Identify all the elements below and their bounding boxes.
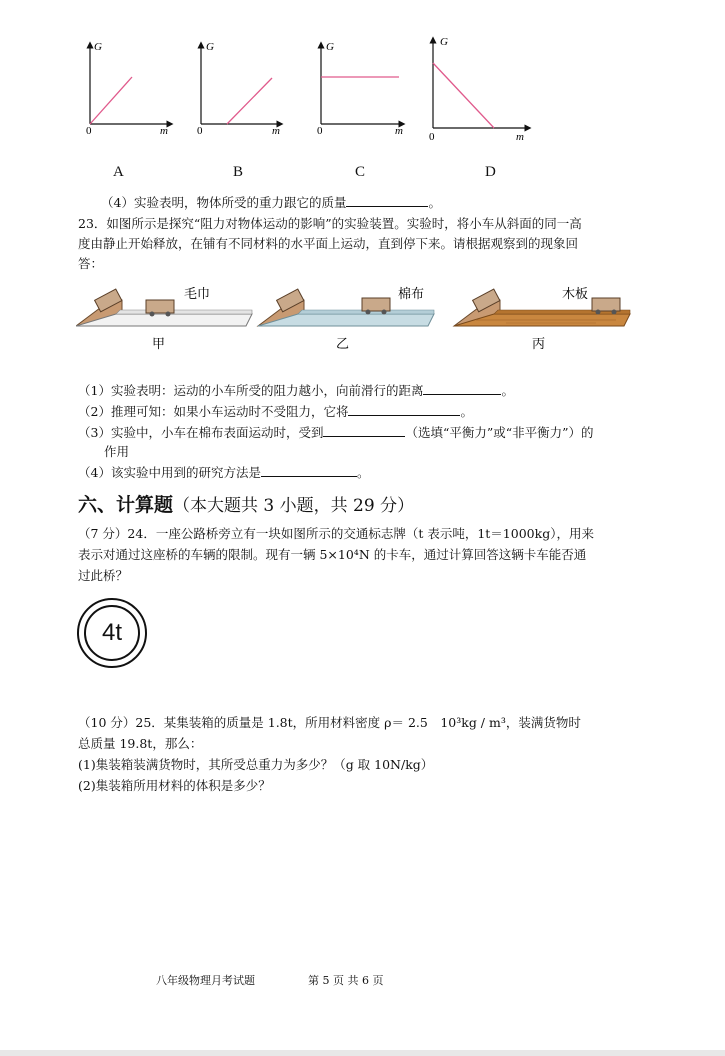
graph-d-origin: 0 (429, 131, 435, 143)
section-heading (78, 490, 414, 517)
q24-line1: （7 分）24．一座公路桥旁立有一块如图所示的交通标志牌（t 表示吨，1t＝1000kg），用来 (78, 526, 594, 541)
graph-c-origin: 0 (317, 125, 323, 137)
q23-sub2-end: 。 (460, 404, 473, 419)
q23-sub4 (78, 463, 369, 483)
q23-sub2-text: （2）推理可知：如果小车运动时不受阻力，它将 (78, 404, 349, 419)
graph-d (429, 36, 528, 143)
graph-b-line (227, 78, 272, 124)
graph-c (317, 41, 403, 137)
traffic-sign-inner (84, 605, 140, 661)
surface-wood (454, 286, 630, 326)
traffic-sign-text: 4t (101, 619, 122, 646)
q23-sub3-line2: 作用 (104, 444, 130, 459)
traffic-sign (77, 598, 147, 668)
label-yi: 乙 (336, 337, 350, 352)
section-subtitle: （本大题共 3 小题，共 29 分） (173, 496, 415, 516)
graph-letter-d: D (485, 164, 496, 180)
material-cotton: 棉布 (398, 287, 425, 302)
graph-d-xlabel: m (516, 131, 524, 143)
graph-d-ylabel: G (440, 36, 448, 48)
q23-sub1 (78, 381, 514, 401)
graph-a-xlabel: m (160, 125, 168, 137)
q23-line1: 23．如图所示是探究“阻力对物体运动的影响”的实验装置。实验时，将小车从斜面的同一高 (78, 216, 582, 231)
q22-sub4 (101, 193, 441, 213)
graph-b-ylabel: G (206, 41, 214, 53)
graph-b-origin: 0 (197, 125, 203, 137)
graph-letter-a: A (113, 164, 124, 180)
q23-line3: 答： (78, 256, 104, 271)
footer-exam-title: 八年级物理月考试题 (156, 974, 255, 987)
graph-a (86, 41, 170, 137)
graph-a-origin: 0 (86, 125, 92, 137)
experiment-setup-figure (76, 282, 632, 354)
q23-sub3-blank[interactable] (323, 423, 405, 437)
graph-b-xlabel: m (272, 125, 280, 137)
footer-page-number: 第 5 页 共 6 页 (308, 974, 384, 987)
q23-sub4-end: 。 (356, 465, 370, 480)
q25-line1: （10 分）25．某集装箱的质量是 1.8t，所用材料密度 ρ＝ 2.5 10³kg / m³，装满货物时 (78, 715, 581, 730)
q22-sub4-text: （4）实验表明，物体所受的重力跟它的质量 (101, 195, 347, 210)
q25-line2: 总质量 19.8t，那么： (78, 736, 203, 751)
material-wood: 木板 (562, 287, 589, 302)
graph-letter-c: C (355, 164, 366, 180)
q23-sub4-text: （4）该实验中用到的研究方法是 (78, 465, 261, 480)
graph-d-line (433, 63, 494, 128)
q23-sub1-text: （1）实验表明：运动的小车所受的阻力越小，向前滑行的距离 (78, 383, 424, 398)
q23-sub3-text: （3）实验中，小车在棉布表面运动时，受到 (78, 425, 324, 440)
surface-cotton (258, 286, 434, 326)
gravity-mass-graphs (70, 30, 540, 145)
q25-sub1: (1)集装箱装满货物时，其所受总重力为多少？（g 取 10N/kg） (78, 757, 434, 772)
graph-a-ylabel: G (94, 41, 102, 53)
q25-sub2: (2)集装箱所用材料的体积是多少？ (78, 778, 271, 793)
graph-b (197, 41, 280, 137)
q22-sub4-blank[interactable] (346, 193, 428, 207)
graph-c-xlabel: m (395, 125, 403, 137)
graph-letter-b: B (233, 164, 244, 180)
graph-c-ylabel: G (326, 41, 334, 53)
q24-line3: 过此桥？ (78, 568, 129, 583)
q23-sub3-end: （选填“平衡力”或“非平衡力”）的 (405, 425, 594, 440)
label-bing: 丙 (532, 337, 546, 352)
bottom-scroll-strip (0, 1050, 725, 1056)
surface-towel (76, 286, 252, 326)
graph-a-line (90, 77, 132, 124)
material-towel: 毛巾 (184, 287, 211, 302)
q23-sub2 (78, 402, 473, 422)
q23-sub3 (78, 423, 594, 443)
q24-line2: 表示对通过这座桥的车辆的限制。现有一辆 5×10⁴N 的卡车，通过计算回答这辆卡车能否通 (78, 547, 587, 562)
q23-line2: 度由静止开始释放，在铺有不同材料的水平面上运动，直到停下来。请根据观察到的现象回 (78, 236, 579, 251)
label-jia: 甲 (152, 337, 166, 352)
q23-sub2-blank[interactable] (348, 402, 460, 416)
q22-sub4-end: 。 (428, 195, 441, 210)
section-title: 六、计算题 (78, 494, 174, 516)
q23-sub1-blank[interactable] (423, 381, 501, 395)
q23-sub4-blank[interactable] (261, 463, 357, 477)
q23-sub1-end: 。 (501, 383, 514, 398)
